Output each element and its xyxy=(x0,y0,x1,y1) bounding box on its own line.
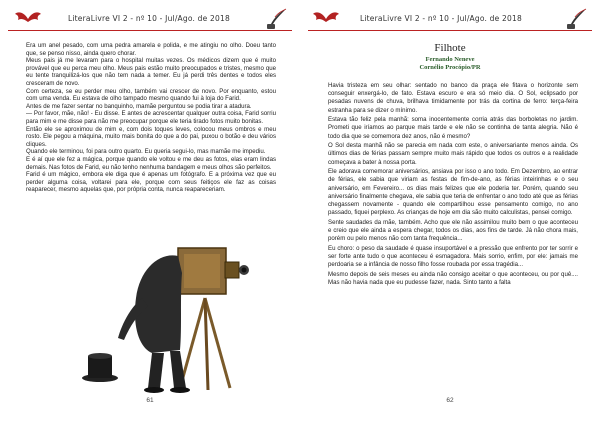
paragraph: Farid é um mágico, embora ele diga que é apenas um fotógrafo. E a próxima vez que eu perder alguma coisa, voltarei para ele, porque com seus feitiços ele faz as coisas reaparecer, mesmo aquelas que, por própria conta, nunca reapareceriam. xyxy=(26,171,276,194)
paragraph: O Sol desta manhã não se parecia em nada com este, o aniversariante menos ainda. Os últimos dias de férias passam sempre muito mais rápido que todos os outros e a realidade começava a bater à nossa porta. xyxy=(328,142,578,166)
paragraph: Antes de me fazer sentar no banquinho, mamãe perguntou se podia tirar a atadura. xyxy=(26,102,252,110)
paragraph: Ele adorava comemorar aniversários, ansiava por isso o ano todo. Em Dezembro, ao entrar de férias, ele sabia que viriam as festas de fim-de-ano, as férias inteirinhas e o seu aniversário, em Fevereiro... os dias mais felizes que ele poderia ter. Porém, quando seu aniversário finalmente chegava, ele sabia que teria de enfrentar o ano todo até que as férias chegassem novamente - quando ele compartilhou esse pensamento comigo, no ano passado, fiquei perplexo. As crianças de hoje em dia são muito calculistas, pensei comigo. xyxy=(328,168,578,217)
paragraph: Era um anel pesado, com uma pedra amarela e polida, e me atingiu no olho. Doeu tanto que, se penso nisso, ainda quero chorar. xyxy=(26,42,276,57)
paragraph: Havia tristeza em seu olhar: sentado no banco da praça ele fitava o horizonte sem conseguir enxergá-lo, de fato. Estava escuro e era só meio dia. O Sol, eclipsado por pesadas nuvens de chuva, brilhava timidamente por trás da cortina de ferro: terça-feira estranha para se dizer o mínimo. xyxy=(328,82,578,114)
author-byline xyxy=(300,56,600,72)
running-header: LiteraLivre VI 2 - nº 10 - Jul/Ago. de 2018 xyxy=(360,14,522,23)
photographer-with-camera-illustration xyxy=(70,228,250,398)
paragraph: E é aí que ele fez a mágica, porque quando ele voltou e me deu as fotos, elas eram lindas demais. Nas fotos de Farid, eu não tenho nenhuma bandagem e meus olhos são perfeitos. xyxy=(26,155,276,171)
quill-inkwell-icon xyxy=(564,8,588,30)
page-header xyxy=(308,8,592,31)
paragraph: Com certeza, se eu perder meu olho, também vai crescer de novo. Por enquanto, estou com uma venda. Eu estava de olho tampado mesmo quando fui à loja do Farid. xyxy=(26,87,276,103)
story-text xyxy=(328,82,578,289)
paragraph: Meus pais já me levaram para o hospital muitas vezes. Os médicos dizem que é muito provável que eu perca meu olho. Meus pais estão muito preocupados e tristes, mesmo que eu tente tranquilizá-los que não tem nada a temer. Eu já perdi três dentes e todos eles cresceram de novo. xyxy=(26,57,276,87)
bat-wings-logo-icon xyxy=(312,10,340,28)
bat-wings-logo-icon xyxy=(14,10,42,28)
author-name: Fernando Neneve xyxy=(425,56,475,63)
paragraph: Então ele se aproximou de mim e, com dois toques leves, colocou meus ombros e meu rosto. Ele pegou a máquina, muito mais bonita do que a do pai, puxou o botão e deu vários cliques. xyxy=(26,125,276,148)
paragraph: Sente saudades da mãe, também. Acho que ele não assimilou muito bem o que aconteceu e creio que ele ainda a espera chegar, todos os dias, aos fins de tarde. Já não chora mais, porém ou pelo menos não com tanta frequência... xyxy=(328,218,578,243)
paragraph: — Por favor, mãe, não! - Eu disse. E antes de acrescentar qualquer outra coisa, Farid sorriu para mim e me disse para não me preocupar porque ele teria tirado fotos muito bonitas. xyxy=(26,110,276,125)
paragraph: Eu choro: o peso da saudade é quase insuportável e a pressão que enfrento por ter sorrir e ser forte ante tudo o que aconteceu é esmagadora. Mais sorrio, enfim, por ele: jamais me perdoaria se a infância de nosso filho fosse roubada por essa tragédia... xyxy=(328,244,578,269)
paragraph: Quando ele terminou, foi para outro quarto. Eu queria segui-lo, mas mamãe me impediu. xyxy=(26,148,266,156)
page-number: 61 xyxy=(146,397,154,404)
story-title: Filhote xyxy=(434,42,466,54)
paragraph: Mesmo depois de seis meses eu ainda não consigo aceitar o que aconteceu, ou por quê.... Mas não havia nada que eu pudesse fazer, nada. Sinto tanto a falta xyxy=(328,270,578,287)
story-text xyxy=(26,42,276,194)
running-header: LiteraLivre VI 2 - nº 10 - Jul/Ago. de 2018 xyxy=(68,14,230,23)
page-header xyxy=(8,8,292,31)
right-page xyxy=(300,0,600,424)
page-number: 62 xyxy=(446,397,454,404)
quill-inkwell-icon xyxy=(264,8,288,30)
author-location: Cornélio Procópio/PR xyxy=(419,64,481,71)
paragraph: Estava tão feliz pela manhã: soma inocentemente corria atrás das borboletas no jardim. Prometi que iríamos ao parque mais tarde e ele não se continha de tanta alegria. Não é todo dia que se comemora dez anos, não é mesmo? xyxy=(328,116,578,140)
